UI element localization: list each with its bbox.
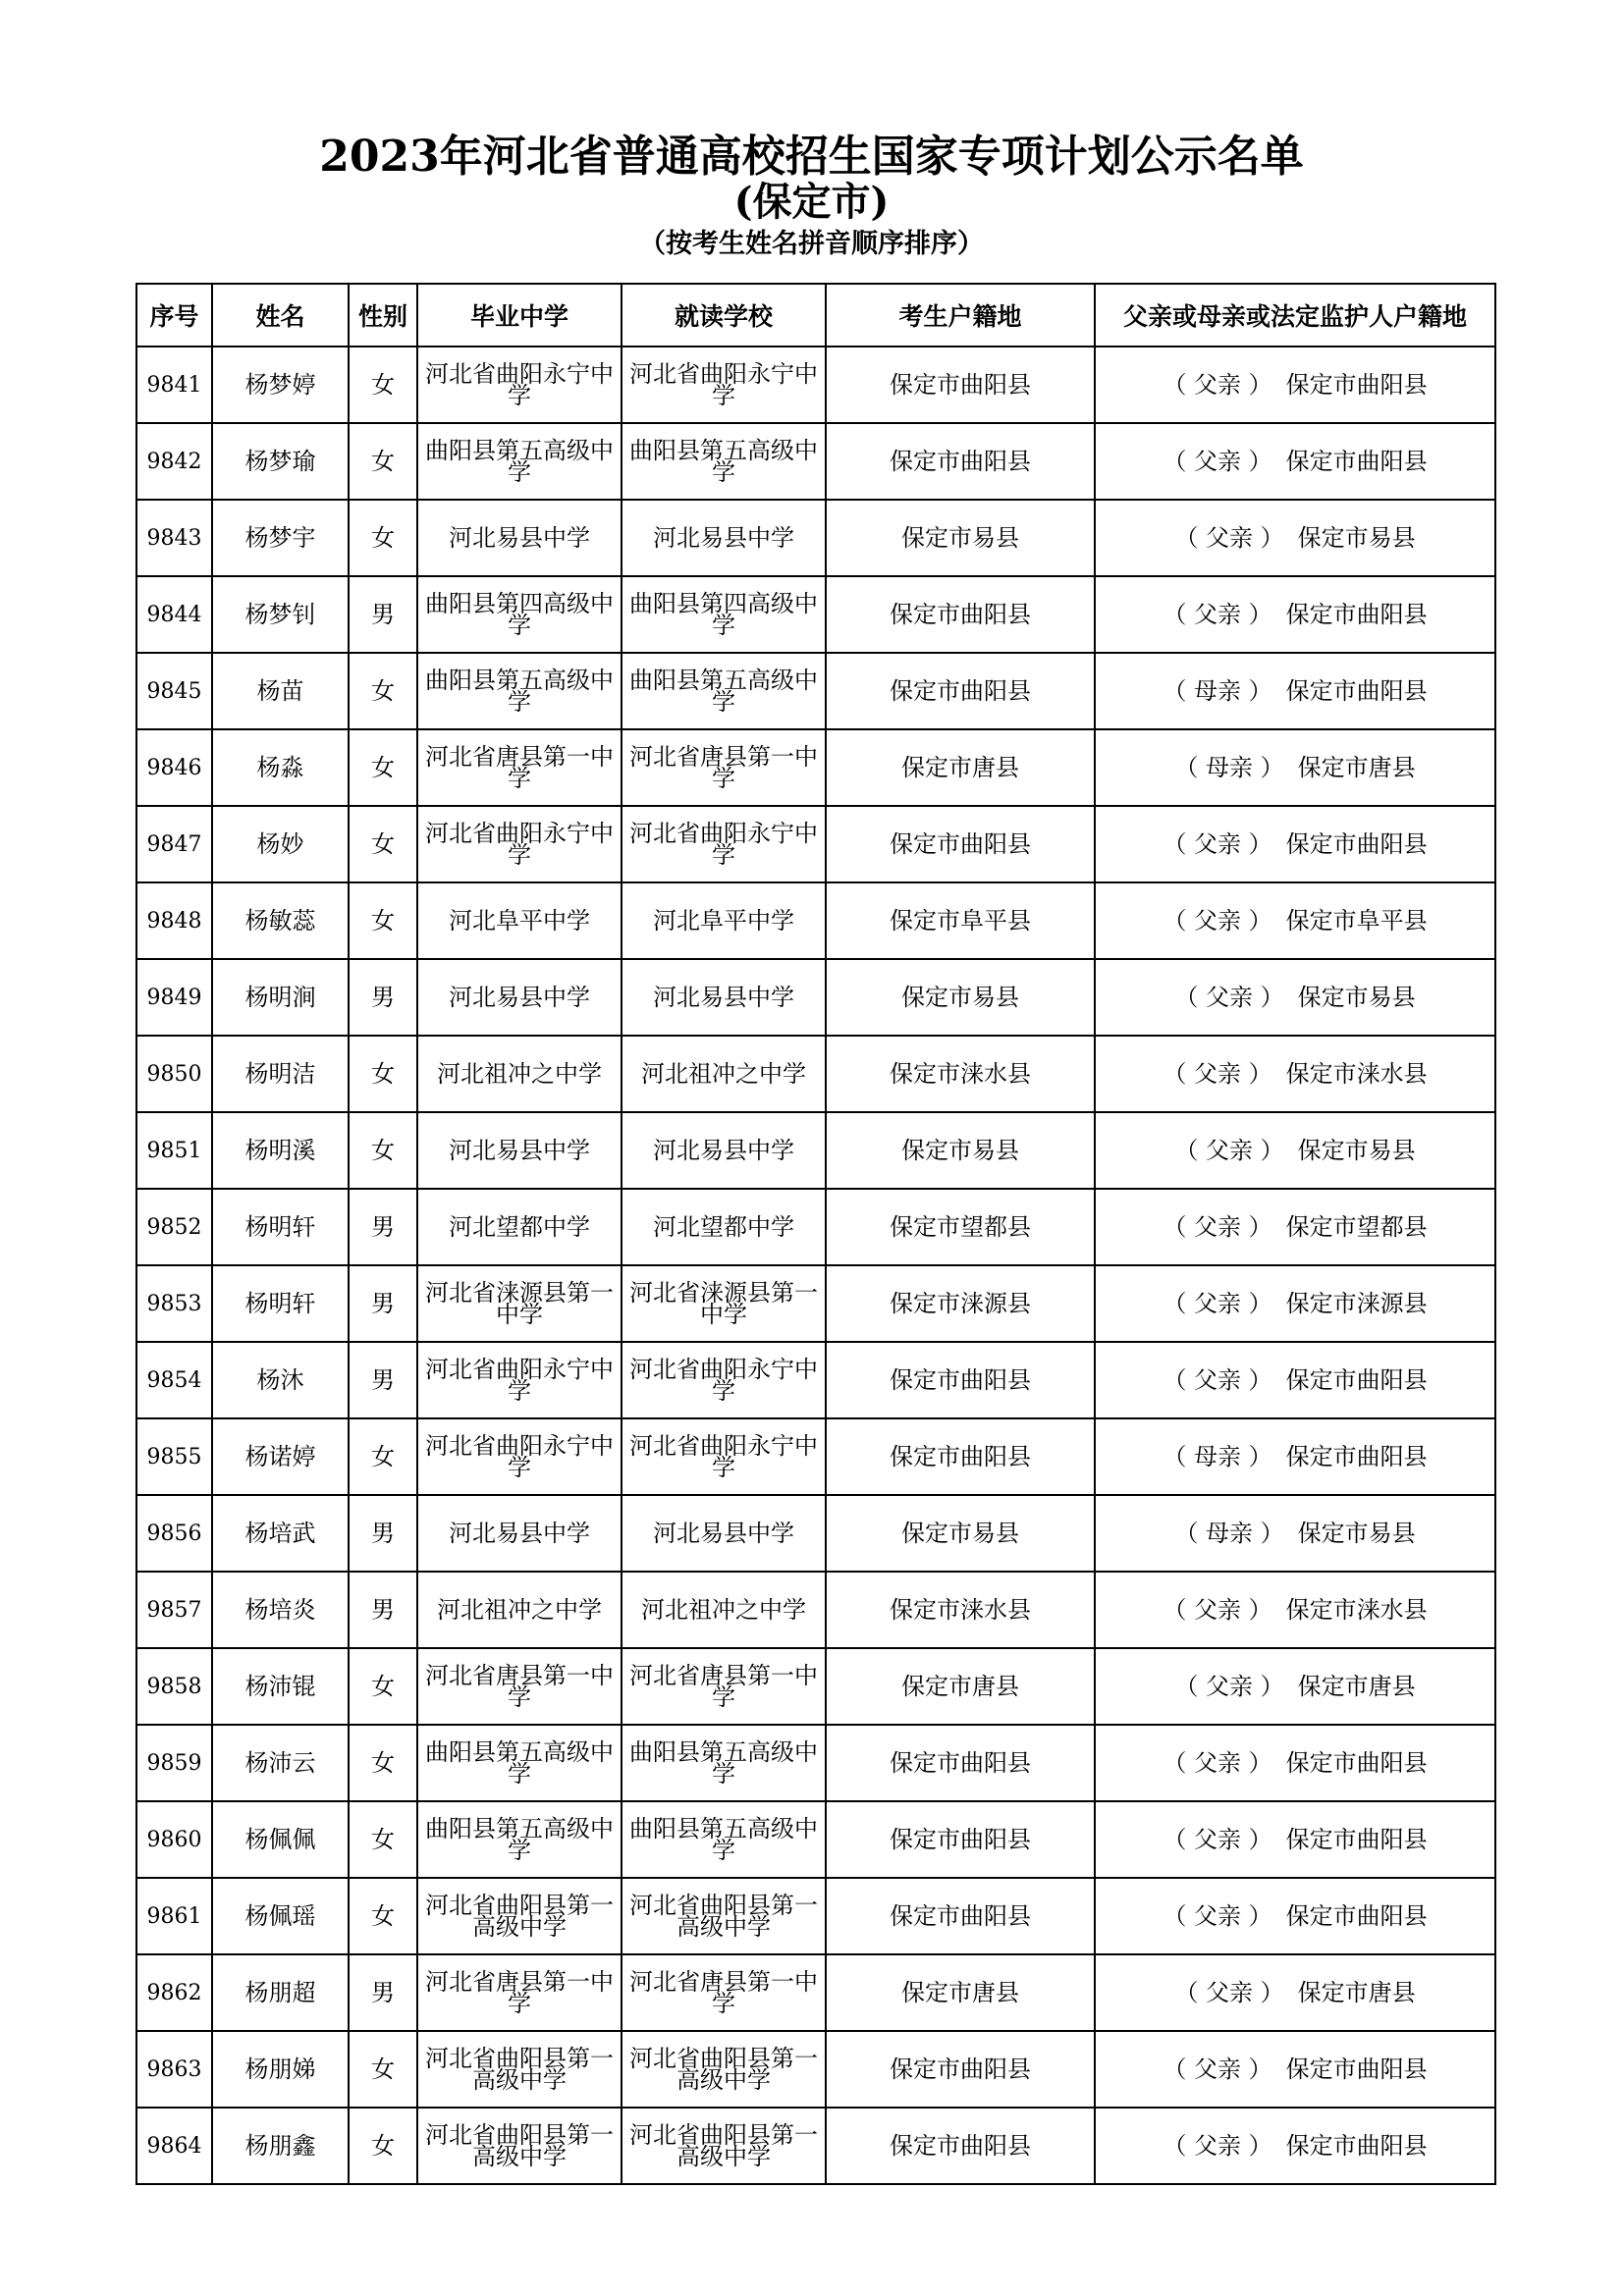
cell-name: 杨朋娣 <box>212 2031 349 2108</box>
cell-guardian-residence <box>1095 1265 1495 1342</box>
guardian-place: 保定市唐县 <box>1297 753 1416 781</box>
column-header-study-school: 就读学校 <box>622 284 826 347</box>
cell-grad-school: 河北省曲阳县第一高级中学 <box>417 1878 622 1954</box>
cell-seq: 9846 <box>136 729 212 806</box>
guardian-relation: （ 父亲 ） <box>1163 1748 1272 1777</box>
cell-gender: 女 <box>349 882 417 959</box>
cell-guardian-residence <box>1095 1189 1495 1265</box>
guardian-relation: （ 母亲 ） <box>1174 753 1284 781</box>
column-header-residence: 考生户籍地 <box>826 284 1095 347</box>
cell-residence: 保定市曲阳县 <box>826 1418 1095 1495</box>
cell-grad-school: 河北祖冲之中学 <box>417 1036 622 1112</box>
guardian-relation: （ 父亲 ） <box>1163 2055 1272 2083</box>
guardian-place: 保定市涞源县 <box>1285 1289 1428 1317</box>
cell-study-school: 河北易县中学 <box>622 1495 826 1572</box>
cell-name: 杨佩瑶 <box>212 1878 349 1954</box>
cell-study-school: 曲阳县第五高级中学 <box>622 653 826 729</box>
cell-residence: 保定市曲阳县 <box>826 423 1095 500</box>
cell-gender: 女 <box>349 1801 417 1878</box>
cell-residence: 保定市阜平县 <box>826 882 1095 959</box>
guardian-relation: （ 母亲 ） <box>1163 1442 1272 1470</box>
cell-seq: 9848 <box>136 882 212 959</box>
cell-grad-school: 曲阳县第五高级中学 <box>417 1725 622 1801</box>
cell-seq: 9854 <box>136 1342 212 1418</box>
cell-name: 杨沛锟 <box>212 1648 349 1725</box>
cell-residence: 保定市曲阳县 <box>826 576 1095 653</box>
guardian-relation: （ 父亲 ） <box>1163 1365 1272 1394</box>
cell-gender: 女 <box>349 729 417 806</box>
guardian-relation: （ 父亲 ） <box>1163 370 1272 399</box>
cell-seq: 9864 <box>136 2108 212 2184</box>
guardian-relation: （ 父亲 ） <box>1174 983 1284 1011</box>
cell-gender: 女 <box>349 653 417 729</box>
cell-gender: 女 <box>349 2108 417 2184</box>
cell-seq: 9863 <box>136 2031 212 2108</box>
cell-gender: 女 <box>349 1036 417 1112</box>
page-subtitle: (保定市) <box>733 179 890 225</box>
guardian-relation: （ 父亲 ） <box>1163 1289 1272 1317</box>
table-row <box>136 1112 1495 1189</box>
cell-grad-school: 曲阳县第四高级中学 <box>417 576 622 653</box>
table-row <box>136 653 1495 729</box>
cell-gender: 男 <box>349 1954 417 2031</box>
cell-guardian-residence <box>1095 1801 1495 1878</box>
cell-guardian-residence <box>1095 1418 1495 1495</box>
cell-seq: 9850 <box>136 1036 212 1112</box>
cell-grad-school: 河北省涞源县第一中学 <box>417 1265 622 1342</box>
cell-grad-school: 河北祖冲之中学 <box>417 1572 622 1648</box>
cell-seq: 9845 <box>136 653 212 729</box>
table-row <box>136 806 1495 882</box>
cell-residence: 保定市曲阳县 <box>826 2031 1095 2108</box>
table-header <box>136 284 1495 347</box>
guardian-relation: （ 父亲 ） <box>1163 1825 1272 1853</box>
cell-name: 杨明洁 <box>212 1036 349 1112</box>
cell-study-school: 曲阳县第五高级中学 <box>622 423 826 500</box>
cell-name: 杨明轩 <box>212 1189 349 1265</box>
guardian-relation: （ 父亲 ） <box>1163 2131 1272 2160</box>
cell-guardian-residence <box>1095 1725 1495 1801</box>
guardian-place: 保定市曲阳县 <box>1285 829 1428 858</box>
cell-study-school: 河北省唐县第一中学 <box>622 1648 826 1725</box>
cell-seq: 9847 <box>136 806 212 882</box>
cell-study-school: 河北省曲阳县第一高级中学 <box>622 2031 826 2108</box>
cell-gender: 女 <box>349 1648 417 1725</box>
cell-study-school: 河北祖冲之中学 <box>622 1036 826 1112</box>
guardian-place: 保定市易县 <box>1297 523 1416 552</box>
cell-name: 杨梦钊 <box>212 576 349 653</box>
column-header-name: 姓名 <box>212 284 349 347</box>
guardian-relation: （ 父亲 ） <box>1174 1978 1284 2006</box>
table-row <box>136 729 1495 806</box>
table-row <box>136 882 1495 959</box>
cell-grad-school: 河北省唐县第一中学 <box>417 729 622 806</box>
cell-grad-school: 河北望都中学 <box>417 1189 622 1265</box>
guardian-place: 保定市曲阳县 <box>1285 370 1428 399</box>
guardian-relation: （ 父亲 ） <box>1174 1136 1284 1164</box>
guardian-place: 保定市望都县 <box>1285 1212 1428 1241</box>
cell-study-school: 河北省曲阳县第一高级中学 <box>622 2108 826 2184</box>
cell-guardian-residence <box>1095 1495 1495 1572</box>
cell-seq: 9844 <box>136 576 212 653</box>
cell-gender: 男 <box>349 959 417 1036</box>
cell-residence: 保定市曲阳县 <box>826 347 1095 423</box>
guardian-place: 保定市曲阳县 <box>1285 600 1428 628</box>
cell-name: 杨明溪 <box>212 1112 349 1189</box>
cell-study-school: 曲阳县第五高级中学 <box>622 1725 826 1801</box>
cell-gender: 女 <box>349 1418 417 1495</box>
table-row <box>136 1954 1495 2031</box>
cell-residence: 保定市唐县 <box>826 729 1095 806</box>
guardian-place: 保定市曲阳县 <box>1285 447 1428 475</box>
cell-seq: 9852 <box>136 1189 212 1265</box>
cell-grad-school: 曲阳县第五高级中学 <box>417 1801 622 1878</box>
sort-note: （按考生姓名拼音顺序排序） <box>639 229 984 259</box>
cell-study-school: 河北省涞源县第一中学 <box>622 1265 826 1342</box>
cell-seq: 9849 <box>136 959 212 1036</box>
guardian-relation: （ 父亲 ） <box>1163 829 1272 858</box>
cell-name: 杨明轩 <box>212 1265 349 1342</box>
table-row <box>136 423 1495 500</box>
cell-name: 杨梦宇 <box>212 500 349 576</box>
guardian-place: 保定市曲阳县 <box>1285 2131 1428 2160</box>
cell-seq: 9856 <box>136 1495 212 1572</box>
cell-guardian-residence <box>1095 576 1495 653</box>
guardian-relation: （ 母亲 ） <box>1163 676 1272 705</box>
guardian-place: 保定市阜平县 <box>1285 906 1428 934</box>
roster-table <box>135 283 1496 2185</box>
table-row <box>136 1725 1495 1801</box>
cell-residence: 保定市曲阳县 <box>826 653 1095 729</box>
cell-study-school: 河北易县中学 <box>622 1112 826 1189</box>
cell-seq: 9841 <box>136 347 212 423</box>
cell-seq: 9860 <box>136 1801 212 1878</box>
cell-residence: 保定市曲阳县 <box>826 1878 1095 1954</box>
cell-residence: 保定市涞源县 <box>826 1265 1095 1342</box>
cell-grad-school: 河北省唐县第一中学 <box>417 1954 622 2031</box>
cell-grad-school: 河北省曲阳永宁中学 <box>417 347 622 423</box>
table-row <box>136 576 1495 653</box>
column-header-seq: 序号 <box>136 284 212 347</box>
table-row <box>136 1342 1495 1418</box>
cell-guardian-residence <box>1095 1342 1495 1418</box>
cell-name: 杨淼 <box>212 729 349 806</box>
cell-grad-school: 河北易县中学 <box>417 500 622 576</box>
cell-residence: 保定市曲阳县 <box>826 1801 1095 1878</box>
cell-name: 杨敏蕊 <box>212 882 349 959</box>
cell-gender: 女 <box>349 1878 417 1954</box>
cell-seq: 9857 <box>136 1572 212 1648</box>
guardian-place: 保定市涞水县 <box>1285 1595 1428 1624</box>
cell-name: 杨佩佩 <box>212 1801 349 1878</box>
cell-gender: 女 <box>349 1725 417 1801</box>
guardian-place: 保定市涞水县 <box>1285 1059 1428 1088</box>
cell-guardian-residence <box>1095 882 1495 959</box>
cell-gender: 女 <box>349 500 417 576</box>
guardian-place: 保定市易县 <box>1297 1519 1416 1547</box>
cell-guardian-residence <box>1095 653 1495 729</box>
cell-study-school: 河北望都中学 <box>622 1189 826 1265</box>
cell-seq: 9842 <box>136 423 212 500</box>
cell-guardian-residence <box>1095 1112 1495 1189</box>
cell-guardian-residence <box>1095 729 1495 806</box>
cell-grad-school: 河北省曲阳永宁中学 <box>417 1418 622 1495</box>
cell-seq: 9859 <box>136 1725 212 1801</box>
cell-study-school: 河北省曲阳永宁中学 <box>622 1342 826 1418</box>
table-row <box>136 1265 1495 1342</box>
table-row <box>136 1495 1495 1572</box>
cell-guardian-residence <box>1095 347 1495 423</box>
cell-study-school: 河北易县中学 <box>622 500 826 576</box>
cell-gender: 男 <box>349 1265 417 1342</box>
guardian-place: 保定市曲阳县 <box>1285 1825 1428 1853</box>
cell-grad-school: 河北省曲阳永宁中学 <box>417 1342 622 1418</box>
guardian-relation: （ 父亲 ） <box>1163 1901 1272 1930</box>
cell-residence: 保定市曲阳县 <box>826 2108 1095 2184</box>
cell-name: 杨梦瑜 <box>212 423 349 500</box>
cell-grad-school: 河北易县中学 <box>417 1495 622 1572</box>
cell-gender: 女 <box>349 347 417 423</box>
cell-residence: 保定市唐县 <box>826 1648 1095 1725</box>
cell-residence: 保定市曲阳县 <box>826 806 1095 882</box>
cell-name: 杨梦婷 <box>212 347 349 423</box>
cell-residence: 保定市易县 <box>826 500 1095 576</box>
table-row <box>136 2031 1495 2108</box>
column-header-guardian-residence: 父亲或母亲或法定监护人户籍地 <box>1095 284 1495 347</box>
guardian-relation: （ 父亲 ） <box>1163 1595 1272 1624</box>
cell-guardian-residence <box>1095 1954 1495 2031</box>
cell-gender: 女 <box>349 806 417 882</box>
cell-residence: 保定市曲阳县 <box>826 1725 1095 1801</box>
guardian-place: 保定市唐县 <box>1297 1978 1416 2006</box>
guardian-place: 保定市易县 <box>1297 983 1416 1011</box>
cell-guardian-residence <box>1095 959 1495 1036</box>
cell-grad-school: 河北省曲阳县第一高级中学 <box>417 2031 622 2108</box>
cell-grad-school: 河北省曲阳永宁中学 <box>417 806 622 882</box>
cell-name: 杨培武 <box>212 1495 349 1572</box>
cell-gender: 男 <box>349 1342 417 1418</box>
cell-guardian-residence <box>1095 2108 1495 2184</box>
cell-residence: 保定市易县 <box>826 1495 1095 1572</box>
guardian-place: 保定市易县 <box>1297 1136 1416 1164</box>
cell-study-school: 河北阜平中学 <box>622 882 826 959</box>
cell-gender: 女 <box>349 2031 417 2108</box>
cell-residence: 保定市曲阳县 <box>826 1342 1095 1418</box>
cell-gender: 男 <box>349 1572 417 1648</box>
cell-seq: 9843 <box>136 500 212 576</box>
table-row <box>136 1648 1495 1725</box>
cell-residence: 保定市易县 <box>826 959 1095 1036</box>
cell-name: 杨培炎 <box>212 1572 349 1648</box>
cell-name: 杨诺婷 <box>212 1418 349 1495</box>
cell-study-school: 河北省曲阳永宁中学 <box>622 347 826 423</box>
guardian-place: 保定市唐县 <box>1297 1672 1416 1700</box>
guardian-relation: （ 父亲 ） <box>1163 1212 1272 1241</box>
cell-residence: 保定市涞水县 <box>826 1572 1095 1648</box>
cell-guardian-residence <box>1095 1036 1495 1112</box>
guardian-relation: （ 父亲 ） <box>1163 447 1272 475</box>
cell-study-school: 河北省唐县第一中学 <box>622 729 826 806</box>
guardian-relation: （ 父亲 ） <box>1163 600 1272 628</box>
table-row <box>136 500 1495 576</box>
guardian-relation: （ 母亲 ） <box>1174 1519 1284 1547</box>
cell-study-school: 曲阳县第五高级中学 <box>622 1801 826 1878</box>
cell-guardian-residence <box>1095 806 1495 882</box>
cell-guardian-residence <box>1095 2031 1495 2108</box>
cell-study-school: 河北易县中学 <box>622 959 826 1036</box>
cell-name: 杨沛云 <box>212 1725 349 1801</box>
table-row <box>136 959 1495 1036</box>
cell-grad-school: 曲阳县第五高级中学 <box>417 653 622 729</box>
cell-study-school: 河北祖冲之中学 <box>622 1572 826 1648</box>
table-body <box>136 347 1495 2184</box>
cell-seq: 9851 <box>136 1112 212 1189</box>
cell-guardian-residence <box>1095 1648 1495 1725</box>
table-row <box>136 1572 1495 1648</box>
cell-gender: 女 <box>349 1112 417 1189</box>
cell-guardian-residence <box>1095 423 1495 500</box>
cell-study-school: 河北省曲阳永宁中学 <box>622 1418 826 1495</box>
guardian-place: 保定市曲阳县 <box>1285 1901 1428 1930</box>
guardian-relation: （ 父亲 ） <box>1163 1059 1272 1088</box>
cell-gender: 男 <box>349 1189 417 1265</box>
cell-gender: 男 <box>349 576 417 653</box>
cell-seq: 9861 <box>136 1878 212 1954</box>
cell-seq: 9862 <box>136 1954 212 2031</box>
guardian-relation: （ 父亲 ） <box>1163 906 1272 934</box>
table-row <box>136 1878 1495 1954</box>
cell-grad-school: 河北易县中学 <box>417 1112 622 1189</box>
header-row <box>136 284 1495 347</box>
cell-grad-school: 河北阜平中学 <box>417 882 622 959</box>
cell-gender: 女 <box>349 423 417 500</box>
table-row <box>136 1418 1495 1495</box>
guardian-relation: （ 父亲 ） <box>1174 1672 1284 1700</box>
guardian-relation: （ 父亲 ） <box>1174 523 1284 552</box>
cell-grad-school: 河北省唐县第一中学 <box>417 1648 622 1725</box>
cell-name: 杨苗 <box>212 653 349 729</box>
cell-residence: 保定市易县 <box>826 1112 1095 1189</box>
cell-study-school: 曲阳县第四高级中学 <box>622 576 826 653</box>
cell-residence: 保定市涞水县 <box>826 1036 1095 1112</box>
table-row <box>136 2108 1495 2184</box>
column-header-gender: 性别 <box>349 284 417 347</box>
cell-grad-school: 河北省曲阳县第一高级中学 <box>417 2108 622 2184</box>
cell-residence: 保定市望都县 <box>826 1189 1095 1265</box>
cell-residence: 保定市唐县 <box>826 1954 1095 2031</box>
cell-study-school: 河北省曲阳县第一高级中学 <box>622 1878 826 1954</box>
cell-grad-school: 河北易县中学 <box>417 959 622 1036</box>
guardian-place: 保定市曲阳县 <box>1285 2055 1428 2083</box>
guardian-place: 保定市曲阳县 <box>1285 1748 1428 1777</box>
column-header-grad-school: 毕业中学 <box>417 284 622 347</box>
cell-name: 杨妙 <box>212 806 349 882</box>
cell-guardian-residence <box>1095 1878 1495 1954</box>
page-title: 2023年河北省普通高校招生国家专项计划公示名单 <box>319 132 1304 182</box>
cell-seq: 9858 <box>136 1648 212 1725</box>
cell-seq: 9853 <box>136 1265 212 1342</box>
cell-study-school: 河北省唐县第一中学 <box>622 1954 826 2031</box>
table-row <box>136 1189 1495 1265</box>
cell-guardian-residence <box>1095 1572 1495 1648</box>
table-row <box>136 347 1495 423</box>
guardian-place: 保定市曲阳县 <box>1285 1365 1428 1394</box>
cell-seq: 9855 <box>136 1418 212 1495</box>
guardian-place: 保定市曲阳县 <box>1285 676 1428 705</box>
cell-guardian-residence <box>1095 500 1495 576</box>
cell-name: 杨朋鑫 <box>212 2108 349 2184</box>
cell-study-school: 河北省曲阳永宁中学 <box>622 806 826 882</box>
cell-name: 杨明涧 <box>212 959 349 1036</box>
guardian-place: 保定市曲阳县 <box>1285 1442 1428 1470</box>
cell-grad-school: 曲阳县第五高级中学 <box>417 423 622 500</box>
cell-name: 杨朋超 <box>212 1954 349 2031</box>
cell-gender: 男 <box>349 1495 417 1572</box>
table-row <box>136 1036 1495 1112</box>
table-row <box>136 1801 1495 1878</box>
cell-name: 杨沐 <box>212 1342 349 1418</box>
